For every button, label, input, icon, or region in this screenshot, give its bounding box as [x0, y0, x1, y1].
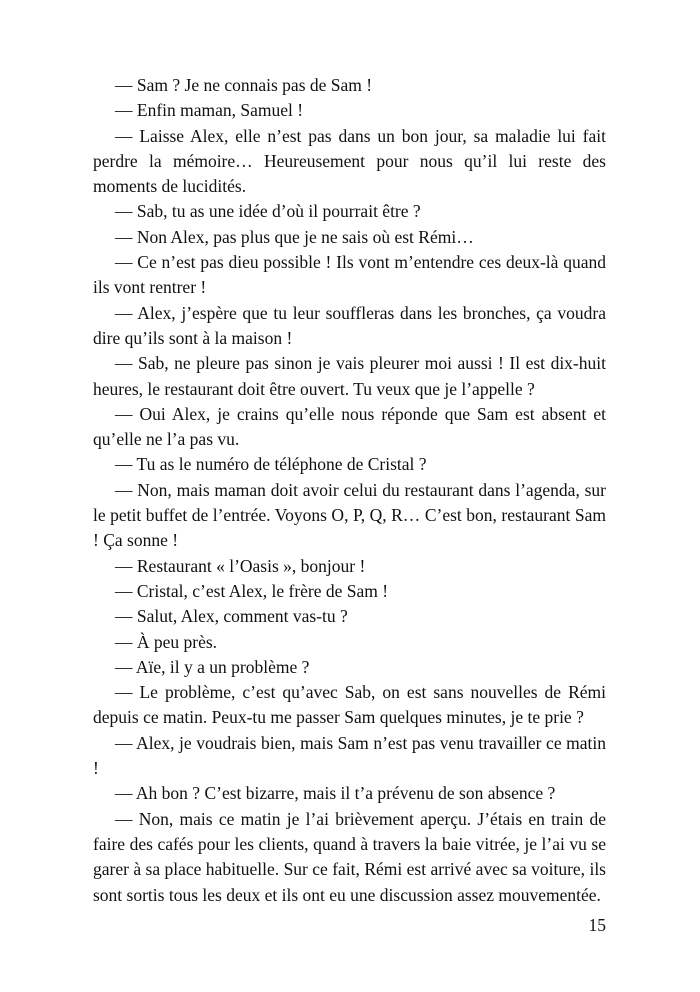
paragraph: — Sab, ne pleure pas sinon je vais pleurer moi aussi ! Il est dix-huit heures, le restaurant doit être ouvert. Tu veux que je l’appelle ? — [93, 353, 606, 399]
paragraph: — Restaurant « l’Oasis », bonjour ! — [115, 555, 366, 576]
paragraph: — Cristal, c’est Alex, le frère de Sam ! — [115, 580, 389, 601]
paragraph: — Non, mais maman doit avoir celui du restaurant dans l’agenda, sur le petit buffet de l’entrée. Voyons O, P, Q, R… C’est bon, restaurant Sam ! Ça sonne ! — [93, 479, 606, 551]
paragraph: — Non, mais ce matin je l’ai brièvement aperçu. J’étais en train de faire des cafés pour les clients, quand à travers la baie vitrée, je l’ai vu se garer à sa place habituelle. Sur ce fait, Rémi est arrivé avec sa voiture, ils sont sortis tous les deux et ils ont eu une discussion assez mouvementée. — [93, 808, 606, 905]
paragraph: — Sam ? Je ne connais pas de Sam ! — [115, 75, 373, 95]
paragraph: — Alex, j’espère que tu leur souffleras dans les bronches, ça voudra dire qu’ils sont à la maison ! — [93, 302, 606, 348]
page-number: 15 — [588, 915, 606, 935]
body-text — [93, 73, 606, 908]
paragraph: — Sab, tu as une idée d’où il pourrait être ? — [115, 201, 421, 222]
paragraph: — Aïe, il y a un problème ? — [115, 656, 310, 677]
paragraph: — Le problème, c’est qu’avec Sab, on est sans nouvelles de Rémi depuis ce matin. Peux-tu me passer Sam quelques minutes, je te prie ? — [93, 682, 606, 728]
paragraph: — Tu as le numéro de téléphone de Cristal ? — [115, 454, 427, 475]
paragraph: — Alex, je voudrais bien, mais Sam n’est pas venu travailler ce matin ! — [93, 732, 606, 779]
paragraph: — Ce n’est pas dieu possible ! Ils vont m’entendre ces deux-là quand ils vont rentrer ! — [93, 252, 606, 298]
paragraph: — Enfin maman, Samuel ! — [115, 100, 304, 121]
paragraph: — Ah bon ? C’est bizarre, mais il t’a prévenu de son absence ? — [115, 783, 556, 804]
paragraph: — À peu près. — [115, 631, 218, 652]
paragraph: — Oui Alex, je crains qu’elle nous réponde que Sam est absent et qu’elle ne l’a pas vu. — [93, 403, 606, 450]
paragraph: — Non Alex, pas plus que je ne sais où est Rémi… — [115, 226, 474, 247]
paragraph: — Laisse Alex, elle n’est pas dans un bon jour, sa maladie lui fait perdre la mémoire… Heureusement pour nous qu’il lui reste des moments de lucidités. — [93, 125, 606, 197]
paragraph: — Salut, Alex, comment vas-tu ? — [115, 606, 348, 627]
